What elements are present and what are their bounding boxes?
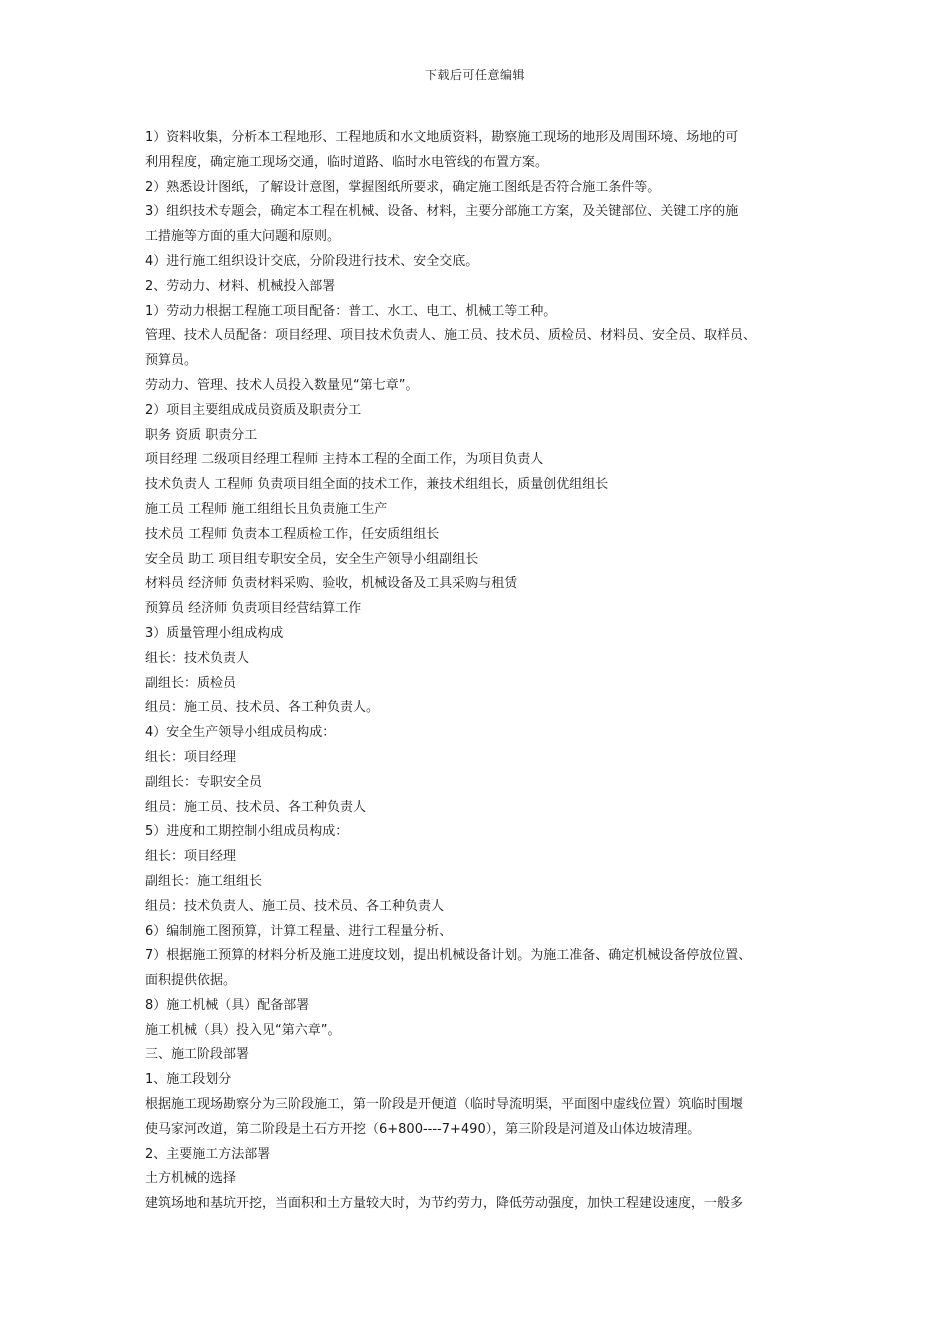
page-header: 下载后可任意编辑 xyxy=(424,68,525,82)
text-line: 3）组织技术专题会，确定本工程在机械、设备、材料，主要分部施工方案，及关键部位、关键工序的施 xyxy=(145,204,739,220)
text-line: 利用程度，确定施工现场交通，临时道路、临时水电管线的布置方案。 xyxy=(145,154,549,170)
text-line: 2、劳动力、材料、机械投入部署 xyxy=(145,278,336,294)
text-line: 4）进行施工组织设计交底，分阶段进行技术、安全交底。 xyxy=(145,253,479,269)
text-line: 组员：施工员、技术员、各工种负责人。 xyxy=(145,700,380,716)
text-line: 工措施等方面的重大问题和原则。 xyxy=(145,229,341,245)
text-line: 预算员 经济师 负责项目经营结算工作 xyxy=(145,601,362,617)
text-line: 组长：项目经理 xyxy=(145,849,237,865)
text-line: 项目经理 二级项目经理工程师 主持本工程的全面工作，为项目负责人 xyxy=(145,452,544,468)
text-line: 2、主要施工方法部署 xyxy=(145,1146,271,1162)
text-line: 技术负责人 工程师 负责项目组全面的技术工作，兼技术组组长，质量创优组组长 xyxy=(145,477,609,493)
text-line: 6）编制施工图预算，计算工程量、进行工程量分析、 xyxy=(145,923,453,939)
text-line: 安全员 助工 项目组专职安全员，安全生产领导小组副组长 xyxy=(145,551,479,567)
text-line: 组员：施工员、技术员、各工种负责人 xyxy=(145,799,367,815)
text-line: 技术员 工程师 负责本工程质检工作，任安质组组长 xyxy=(145,526,440,542)
text-line: 1）劳动力根据工程施工项目配备：普工、水工、电工、机械工等工种。 xyxy=(145,303,557,319)
text-line: 副组长：施工组组长 xyxy=(145,873,263,889)
text-line: 3）质量管理小组成构成 xyxy=(145,625,284,641)
document-body xyxy=(145,126,821,1217)
text-line: 预算员。 xyxy=(145,353,198,369)
text-line: 面积提供依据。 xyxy=(145,973,237,989)
text-line: 副组长：质检员 xyxy=(145,675,237,691)
text-line: 2）项目主要组成成员资质及职责分工 xyxy=(145,402,362,418)
text-line: 4）安全生产领导小组成员构成： xyxy=(145,725,336,741)
text-line: 组员：技术负责人、施工员、技术员、各工种负责人 xyxy=(145,898,445,914)
text-line: 根据施工现场勘察分为三阶段施工，第一阶段是开便道（临时导流明渠，平面图中虚线位置）筑临时围堰 xyxy=(145,1097,744,1113)
text-line: 管理、技术人员配备：项目经理、项目技术负责人、施工员、技术员、质检员、材料员、安全员、取样员、 xyxy=(145,328,757,344)
text-line: 1、施工段划分 xyxy=(145,1072,232,1088)
text-line: 施工员 工程师 施工组组长且负责施工生产 xyxy=(145,501,388,517)
text-line: 建筑场地和基坑开挖，当面积和土方量较大时，为节约劳力，降低劳动强度，加快工程建设速度，一般多 xyxy=(145,1196,744,1212)
text-line: 材料员 经济师 负责材料采购、验收，机械设备及工具采购与租赁 xyxy=(145,576,518,592)
text-line: 2）熟悉设计图纸，了解设计意图，掌握图纸所要求，确定施工图纸是否符合施工条件等。 xyxy=(145,179,661,195)
text-line: 7）根据施工预算的材料分析及施工进度坟划，提出机械设备计划。为施工准备、确定机械设备停放位置、 xyxy=(145,948,752,964)
text-line: 劳动力、管理、技术人员投入数量见“第七章”。 xyxy=(145,377,419,393)
text-line: 土方机械的选择 xyxy=(145,1171,237,1187)
text-line: 副组长：专职安全员 xyxy=(145,774,263,790)
text-line: 职务 资质 职责分工 xyxy=(145,427,258,443)
text-line: 1）资料收集，分析本工程地形、工程地质和水文地质资料，勘察施工现场的地形及周围环境、场地的可 xyxy=(145,130,739,145)
text-line: 施工机械（具）投入见“第六章”。 xyxy=(145,1022,341,1038)
text-line: 组长：技术负责人 xyxy=(145,650,250,666)
text-line: 使马家河改道，第二阶段是土石方开挖（6+800----7+490），第三阶段是河道及山体边坡清理。 xyxy=(145,1121,701,1137)
text-line: 5）进度和工期控制小组成员构成： xyxy=(145,824,349,840)
text-line: 组长：项目经理 xyxy=(145,749,237,765)
text-line: 8）施工机械（具）配备部署 xyxy=(145,997,310,1013)
text-line: 三、施工阶段部署 xyxy=(145,1047,250,1063)
